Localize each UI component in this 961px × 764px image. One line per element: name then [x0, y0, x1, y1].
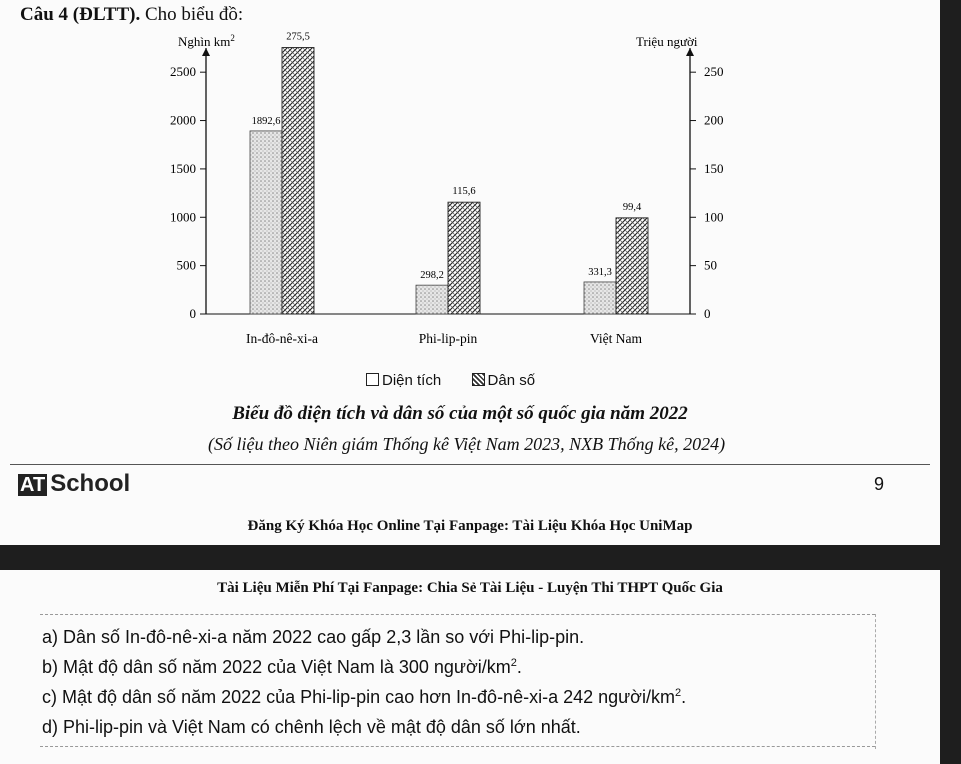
- category-label: In-đô-nê-xi-a: [246, 331, 318, 346]
- bar-area: [250, 131, 282, 314]
- right-tick-label: 0: [704, 306, 711, 321]
- bar-area-label: 298,2: [420, 270, 444, 282]
- statement-b-sup: 2: [510, 657, 517, 669]
- school-logo: [18, 470, 130, 498]
- divider: [10, 464, 930, 465]
- left-tick-label: 2000: [170, 112, 196, 128]
- right-tick-label: 250: [704, 64, 724, 80]
- left-tick-label: 2500: [170, 64, 196, 80]
- question-label: Câu 4 (ĐLTT).: [20, 4, 141, 25]
- statement-c: [42, 682, 882, 712]
- bar-chart: [0, 0, 940, 370]
- statement-b-tail: .: [516, 657, 522, 677]
- statement-list: [42, 622, 882, 742]
- bar-population-label: 99,4: [622, 201, 642, 213]
- statement-c-sup: 2: [674, 687, 682, 699]
- statement-a-text: a) Dân số In-đô-nê-xi-a năm 2022 cao gấp 2,3 lần so với Phi-lip-pin.: [42, 627, 585, 647]
- bar-population-label: 115,6: [452, 186, 476, 198]
- right-tick-label: 200: [704, 112, 724, 128]
- right-axis-arrow: [686, 48, 694, 56]
- page-number: 9: [874, 474, 885, 494]
- right-tick-label: 150: [704, 160, 724, 176]
- right-tick-label: 50: [704, 257, 717, 273]
- category-label: Việt Nam: [589, 331, 643, 346]
- logo-mark: AT: [20, 474, 46, 496]
- statement-b: [42, 652, 882, 682]
- chart-title: Biểu đồ diện tích và dân số của một số quốc gia năm 2022: [232, 403, 688, 424]
- right-axis-label: Triệu người: [636, 34, 698, 49]
- box-border-bottom: [40, 746, 875, 747]
- question-text: Cho biểu đồ:: [140, 4, 244, 25]
- bar-population: [616, 218, 648, 314]
- left-tick-label: 1500: [170, 160, 196, 176]
- statement-a: [42, 622, 882, 652]
- bar-area-label: 1892,6: [251, 115, 281, 127]
- bar-area: [584, 282, 616, 314]
- legend-label-area: Diện tích: [382, 372, 442, 389]
- logo-text: School: [50, 470, 131, 497]
- page-bottom: [0, 570, 940, 764]
- bar-population: [282, 48, 314, 314]
- legend-swatch-area: [366, 373, 379, 386]
- statement-c-tail: .: [681, 687, 687, 707]
- legend-label-population: Dân số: [487, 372, 536, 389]
- chart-source: (Số liệu theo Niên giám Thống kê Việt Nam 2023, NXB Thống kê, 2024): [208, 434, 726, 454]
- bar-area-label: 331,3: [588, 266, 612, 278]
- chart-legend: [366, 372, 535, 389]
- left-tick-label: 1000: [170, 209, 196, 225]
- legend-swatch-population: [472, 373, 485, 386]
- left-tick-label: 500: [176, 257, 196, 273]
- right-tick-label: 100: [704, 209, 724, 225]
- bar-population-label: 275,5: [286, 31, 310, 43]
- page-header: Tài Liệu Miễn Phí Tại Fanpage: Chia Sẻ Tài Liệu - Luyện Thi THPT Quốc Gia: [217, 580, 723, 596]
- category-label: Phi-lip-pin: [418, 331, 478, 346]
- statement-d: [42, 712, 882, 742]
- statement-b-text: b) Mật độ dân số năm 2022 của Việt Nam là 300 người/km: [42, 657, 511, 677]
- bar-population: [448, 202, 480, 314]
- left-tick-label: 0: [189, 306, 196, 321]
- statement-c-text: c) Mật độ dân số năm 2022 của Phi-lip-pin cao hơn In-đô-nê-xi-a 242 người/km: [42, 687, 675, 707]
- bar-area: [416, 285, 448, 314]
- statement-d-text: d) Phi-lip-pin và Việt Nam có chênh lệch về mật độ dân số lớn nhất.: [42, 717, 581, 737]
- left-axis-arrow: [202, 48, 210, 56]
- box-border-top: [40, 614, 875, 615]
- page-footer: Đăng Ký Khóa Học Online Tại Fanpage: Tài Liệu Khóa Học UniMap: [247, 518, 693, 534]
- left-axis-label: Nghìn $km^2$: [178, 33, 235, 49]
